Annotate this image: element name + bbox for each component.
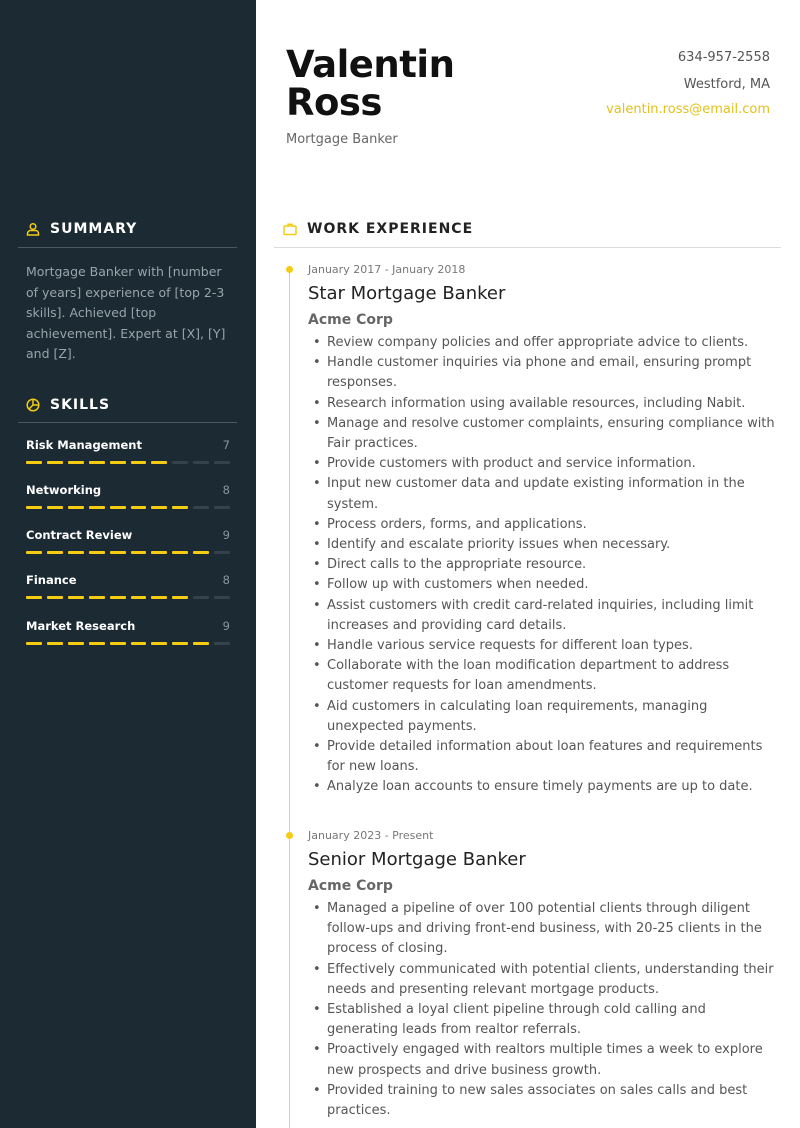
summary-divider <box>18 247 237 248</box>
skill-level-dash <box>193 461 209 464</box>
job-bullet: • Assist customers with credit card-related inquiries, including limit increases and providing card details. <box>308 596 778 636</box>
skill-level-dash <box>172 461 188 464</box>
skill-level-dash <box>214 461 230 464</box>
job-bullet: • Follow up with customers when needed. <box>308 575 778 595</box>
skill-level-dash <box>110 461 126 464</box>
job-title: Star Mortgage Banker <box>308 283 506 304</box>
skill-level-dash <box>68 596 84 599</box>
briefcase-icon <box>283 222 297 236</box>
skill-item <box>26 483 230 509</box>
person-icon <box>26 222 40 236</box>
skill-level-dash <box>47 461 63 464</box>
job-dates: January 2023 - Present <box>308 829 434 842</box>
skill-level-dash <box>131 596 147 599</box>
skill-level-dash <box>26 551 42 554</box>
experience-heading <box>283 221 473 237</box>
skill-level-dash <box>151 596 167 599</box>
contact-email[interactable]: valentin.ross@email.com <box>606 102 770 117</box>
skill-level-dash <box>151 506 167 509</box>
experience-divider <box>274 247 781 248</box>
job-bullet: • Process orders, forms, and applications. <box>308 515 778 535</box>
skill-level-dash <box>68 506 84 509</box>
summary-text: Mortgage Banker with [number of years] experience of [top 2-3 skills]. Achieved [top achievement]. Expert at [X], [Y] and [Z]. <box>26 264 226 361</box>
skill-level-bar <box>26 642 230 645</box>
timeline-dot <box>286 266 293 273</box>
skill-item <box>26 573 230 599</box>
job-bullet: • Collaborate with the loan modification department to address customer requests for loan amendments. <box>308 656 778 696</box>
contact-location: Westford, MA <box>683 77 770 92</box>
skill-name: Risk Management <box>26 438 142 452</box>
skill-level-dash <box>193 506 209 509</box>
skill-name: Finance <box>26 573 77 587</box>
job-bullet: • Manage and resolve customer complaints, ensuring compliance with Fair practices. <box>308 414 778 454</box>
timeline-dot <box>286 832 293 839</box>
job-bullet: • Provide detailed information about loan features and requirements for new loans. <box>308 737 778 777</box>
skill-level-dash <box>26 461 42 464</box>
job-bullet: • Aid customers in calculating loan requirements, managing unexpected payments. <box>308 697 778 737</box>
job-company: Acme Corp <box>308 878 393 894</box>
skill-level-bar <box>26 506 230 509</box>
skill-level-dash <box>68 642 84 645</box>
skill-level-dash <box>26 506 42 509</box>
skill-level-dash <box>68 551 84 554</box>
skill-row <box>26 483 230 497</box>
summary-heading-label: SUMMARY <box>50 221 138 237</box>
skill-level: 8 <box>222 573 230 587</box>
skill-item <box>26 528 230 554</box>
job-bullet: • Established a loyal client pipeline through cold calling and generating leads from realtor referrals. <box>308 1000 778 1040</box>
job-bullet: • Identify and escalate priority issues when necessary. <box>308 535 778 555</box>
job-bullet: • Effectively communicated with potential clients, understanding their needs and presenting relevant mortgage products. <box>308 960 778 1000</box>
skill-level-dash <box>214 596 230 599</box>
skill-level-dash <box>193 551 209 554</box>
job-bullet: • Proactively engaged with realtors multiple times a week to explore new prospects and drive business growth. <box>308 1040 778 1080</box>
skill-level-dash <box>26 596 42 599</box>
skill-item <box>26 438 230 464</box>
skill-row <box>26 528 230 542</box>
job-entry <box>308 829 778 1121</box>
skill-level-dash <box>172 506 188 509</box>
job-bullet: • Review company policies and offer appropriate advice to clients. <box>308 333 778 353</box>
job-bullet: • Handle various service requests for different loan types. <box>308 636 778 656</box>
skill-level-dash <box>68 461 84 464</box>
job-title: Senior Mortgage Banker <box>308 849 526 870</box>
main-content <box>256 0 800 1128</box>
skill-level-dash <box>89 461 105 464</box>
skills-divider <box>18 422 237 423</box>
skill-level-dash <box>131 461 147 464</box>
job-dates: January 2017 - January 2018 <box>308 263 466 276</box>
skill-level-dash <box>131 642 147 645</box>
skill-level: 8 <box>222 483 230 497</box>
skill-level-dash <box>214 551 230 554</box>
job-bullets <box>308 899 778 1121</box>
skill-level-dash <box>47 596 63 599</box>
skill-level-dash <box>214 642 230 645</box>
skill-row <box>26 619 230 633</box>
skill-level-dash <box>89 551 105 554</box>
skill-level-dash <box>131 506 147 509</box>
skill-row <box>26 438 230 452</box>
skill-level-dash <box>89 506 105 509</box>
job-bullets <box>308 333 778 798</box>
skill-level-bar <box>26 596 230 599</box>
skills-heading <box>26 397 110 413</box>
candidate-role: Mortgage Banker <box>286 132 398 147</box>
job-bullet: • Research information using available resources, including Nabit. <box>308 394 778 414</box>
job-bullet: • Provide customers with product and service information. <box>308 454 778 474</box>
skill-level-dash <box>47 551 63 554</box>
skill-level-dash <box>26 642 42 645</box>
skill-name: Networking <box>26 483 102 497</box>
sidebar <box>0 0 256 1128</box>
job-bullet: • Handle customer inquiries via phone and email, ensuring prompt responses. <box>308 353 778 393</box>
skill-level-dash <box>172 642 188 645</box>
skill-level-dash <box>89 642 105 645</box>
skill-level-dash <box>110 642 126 645</box>
skill-level: 9 <box>222 619 230 633</box>
skill-level-dash <box>47 506 63 509</box>
skill-level: 9 <box>222 528 230 542</box>
skill-level-dash <box>172 551 188 554</box>
job-company: Acme Corp <box>308 312 393 328</box>
experience-heading-label: WORK EXPERIENCE <box>307 221 474 237</box>
skill-name: Contract Review <box>26 528 133 542</box>
job-bullet: • Managed a pipeline of over 100 potential clients through diligent follow-ups and driving front-end business, with 20-25 clients in the process of closing. <box>308 899 778 960</box>
skill-level-dash <box>131 551 147 554</box>
skill-item <box>26 619 230 645</box>
skills-heading-label: SKILLS <box>50 397 111 413</box>
job-bullet: • Analyze loan accounts to ensure timely payments are up to date. <box>308 777 778 797</box>
experience-timeline <box>289 269 290 1128</box>
job-entry <box>308 263 778 798</box>
skill-level-dash <box>193 596 209 599</box>
job-bullet: • Provided training to new sales associates on sales calls and best practices. <box>308 1081 778 1121</box>
contact-phone: 634-957-2558 <box>677 50 770 65</box>
skill-level-dash <box>47 642 63 645</box>
pie-chart-icon <box>26 398 40 412</box>
skill-level-dash <box>110 596 126 599</box>
skill-level: 7 <box>222 438 230 452</box>
skill-level-dash <box>89 596 105 599</box>
job-bullet: • Input new customer data and update existing information in the system. <box>308 474 778 514</box>
skill-level-dash <box>172 596 188 599</box>
job-bullet: • Direct calls to the appropriate resource. <box>308 555 778 575</box>
skill-level-dash <box>110 551 126 554</box>
skill-row <box>26 573 230 587</box>
candidate-name: Valentin Ross <box>286 43 455 124</box>
skill-level-dash <box>151 642 167 645</box>
skill-level-dash <box>151 461 167 464</box>
skill-level-bar <box>26 551 230 554</box>
summary-heading <box>26 221 137 237</box>
skill-level-bar <box>26 461 230 464</box>
skill-name: Market Research <box>26 619 136 633</box>
skill-level-dash <box>151 551 167 554</box>
skill-level-dash <box>110 506 126 509</box>
skill-level-dash <box>214 506 230 509</box>
skill-level-dash <box>193 642 209 645</box>
